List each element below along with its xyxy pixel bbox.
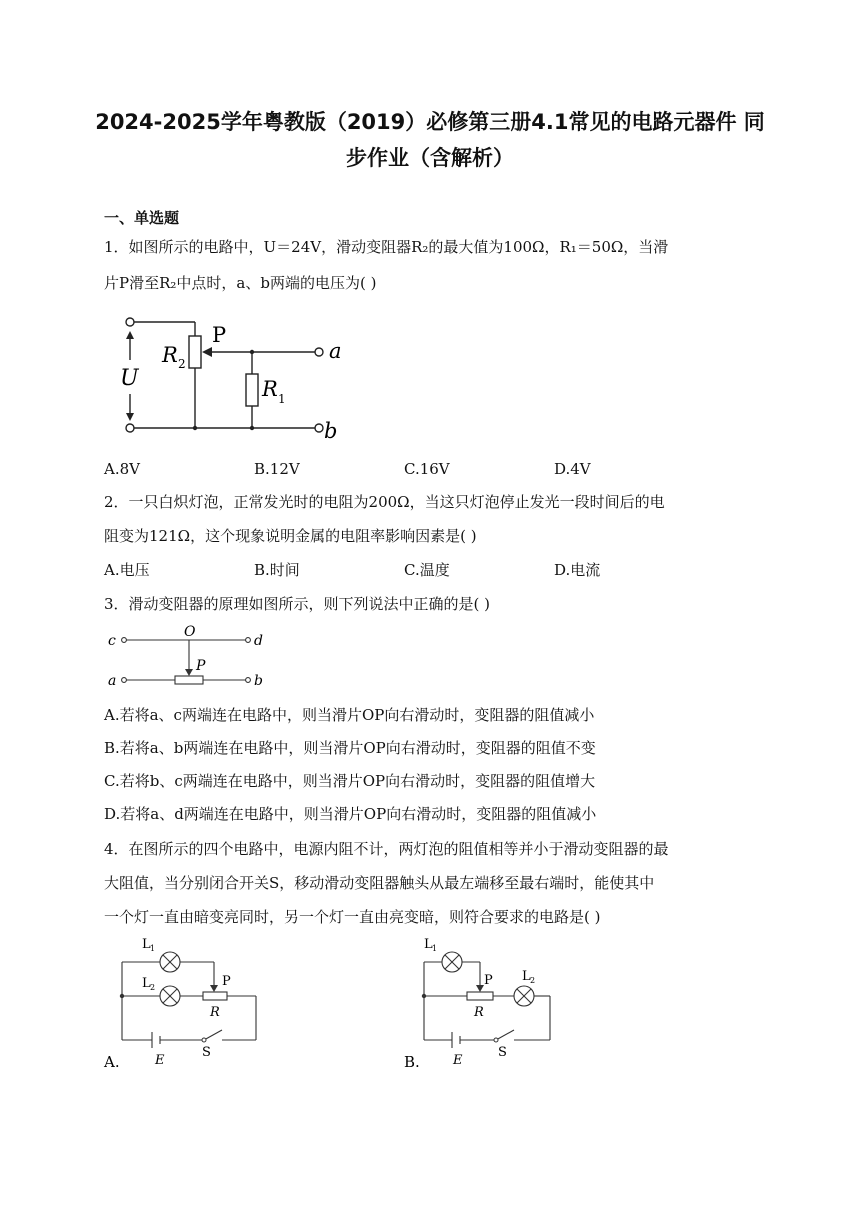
q3-option-a: A.若将a、c两端连在电路中，则当滑片OP向右滑动时，变阻器的阻值减小	[104, 706, 595, 724]
q1-option-b: B.12V	[254, 460, 300, 478]
qb-label-L2-sub: 2	[530, 976, 536, 985]
q3-label-d: d	[254, 633, 263, 649]
q3-label-c: c	[108, 633, 116, 649]
q1-label-a: a	[329, 339, 342, 363]
q3-label-b: b	[254, 673, 263, 689]
qa-label-L2-sub: 2	[150, 983, 156, 992]
q1-label-P: P	[212, 323, 227, 347]
q1-label-R2: R	[162, 343, 178, 367]
qb-label-L2: L	[522, 969, 531, 984]
q4-circuit-b	[400, 932, 560, 1072]
q1-option-c: C.16V	[404, 460, 450, 478]
q4-figure-a-label: A.	[104, 1053, 120, 1071]
qa-label-P: P	[222, 974, 231, 989]
q1-label-R1: R	[262, 377, 278, 401]
q1-text-line-1: 1．如图所示的电路中，U＝24V，滑动变阻器R₂的最大值为100Ω，R₁＝50Ω，当滑	[104, 238, 669, 256]
q1-option-d: D.4V	[554, 460, 591, 478]
q2-option-b: B.时间	[254, 561, 300, 579]
q3-label-a: a	[108, 673, 117, 689]
qa-label-S: S	[202, 1045, 211, 1060]
q1-circuit-diagram	[118, 312, 348, 444]
q4-text-line-3: 一个灯一直由暗变亮同时，另一个灯一直由亮变暗，则符合要求的电路是( )	[104, 908, 601, 926]
q3-rheostat-diagram	[104, 624, 274, 692]
q3-option-d: D.若将a、d两端连在电路中，则当滑片OP向右滑动时，变阻器的阻值减小	[104, 805, 597, 823]
qa-label-L1-sub: 1	[150, 944, 156, 953]
qb-label-S: S	[498, 1045, 507, 1060]
qa-label-L2: L	[142, 976, 151, 991]
q3-text-line-1: 3．滑动变阻器的原理如图所示，则下列说法中正确的是( )	[104, 595, 491, 613]
q1-option-a: A.8V	[104, 460, 140, 478]
q4-text-line-1: 4．在图所示的四个电路中，电源内阻不计，两灯泡的阻值相等并小于滑动变阻器的最	[104, 840, 669, 858]
qb-label-E: E	[453, 1053, 463, 1068]
q2-option-c: C.温度	[404, 561, 450, 579]
q4-figure-b-label: B.	[404, 1053, 420, 1071]
qa-label-R: R	[210, 1005, 220, 1020]
q1-label-R2-sub: 2	[178, 357, 186, 371]
q3-option-b: B.若将a、b两端连在电路中，则当滑片OP向右滑动时，变阻器的阻值不变	[104, 739, 596, 757]
q2-option-d: D.电流	[554, 561, 601, 579]
q3-label-O: O	[184, 624, 196, 640]
q3-option-c: C.若将b、c两端连在电路中，则当滑片OP向右滑动时，变阻器的阻值增大	[104, 772, 596, 790]
section-heading: 一、单选题	[104, 209, 180, 227]
q2-option-a: A.电压	[104, 561, 150, 579]
title-line-2: 步作业（含解析）	[346, 146, 514, 170]
qb-label-R: R	[474, 1005, 484, 1020]
document-title	[70, 104, 790, 176]
q1-label-U: U	[120, 366, 139, 391]
q4-text-line-2: 大阻值，当分别闭合开关S，移动滑动变阻器触头从最左端移至最右端时，能使其中	[104, 874, 655, 892]
q1-label-R1-sub: 1	[278, 392, 286, 406]
qb-label-L1: L	[424, 937, 433, 952]
q2-text-line-2: 阻变为121Ω，这个现象说明金属的电阻率影响因素是( )	[104, 527, 477, 545]
q2-text-line-1: 2．一只白炽灯泡，正常发光时的电阻为200Ω，当这只灯泡停止发光一段时间后的电	[104, 493, 665, 511]
qa-label-E: E	[155, 1053, 165, 1068]
q4-circuit-a	[100, 932, 270, 1072]
qb-label-L1-sub: 1	[432, 944, 438, 953]
qb-label-P: P	[484, 973, 493, 988]
q1-text-line-2: 片P滑至R₂中点时，a、b两端的电压为( )	[104, 274, 377, 292]
q1-label-b: b	[324, 419, 338, 443]
q3-label-P: P	[196, 658, 206, 674]
qa-label-L1: L	[142, 937, 151, 952]
title-line-1: 2024-2025学年粤教版（2019）必修第三册4.1常见的电路元器件 同	[95, 110, 765, 134]
